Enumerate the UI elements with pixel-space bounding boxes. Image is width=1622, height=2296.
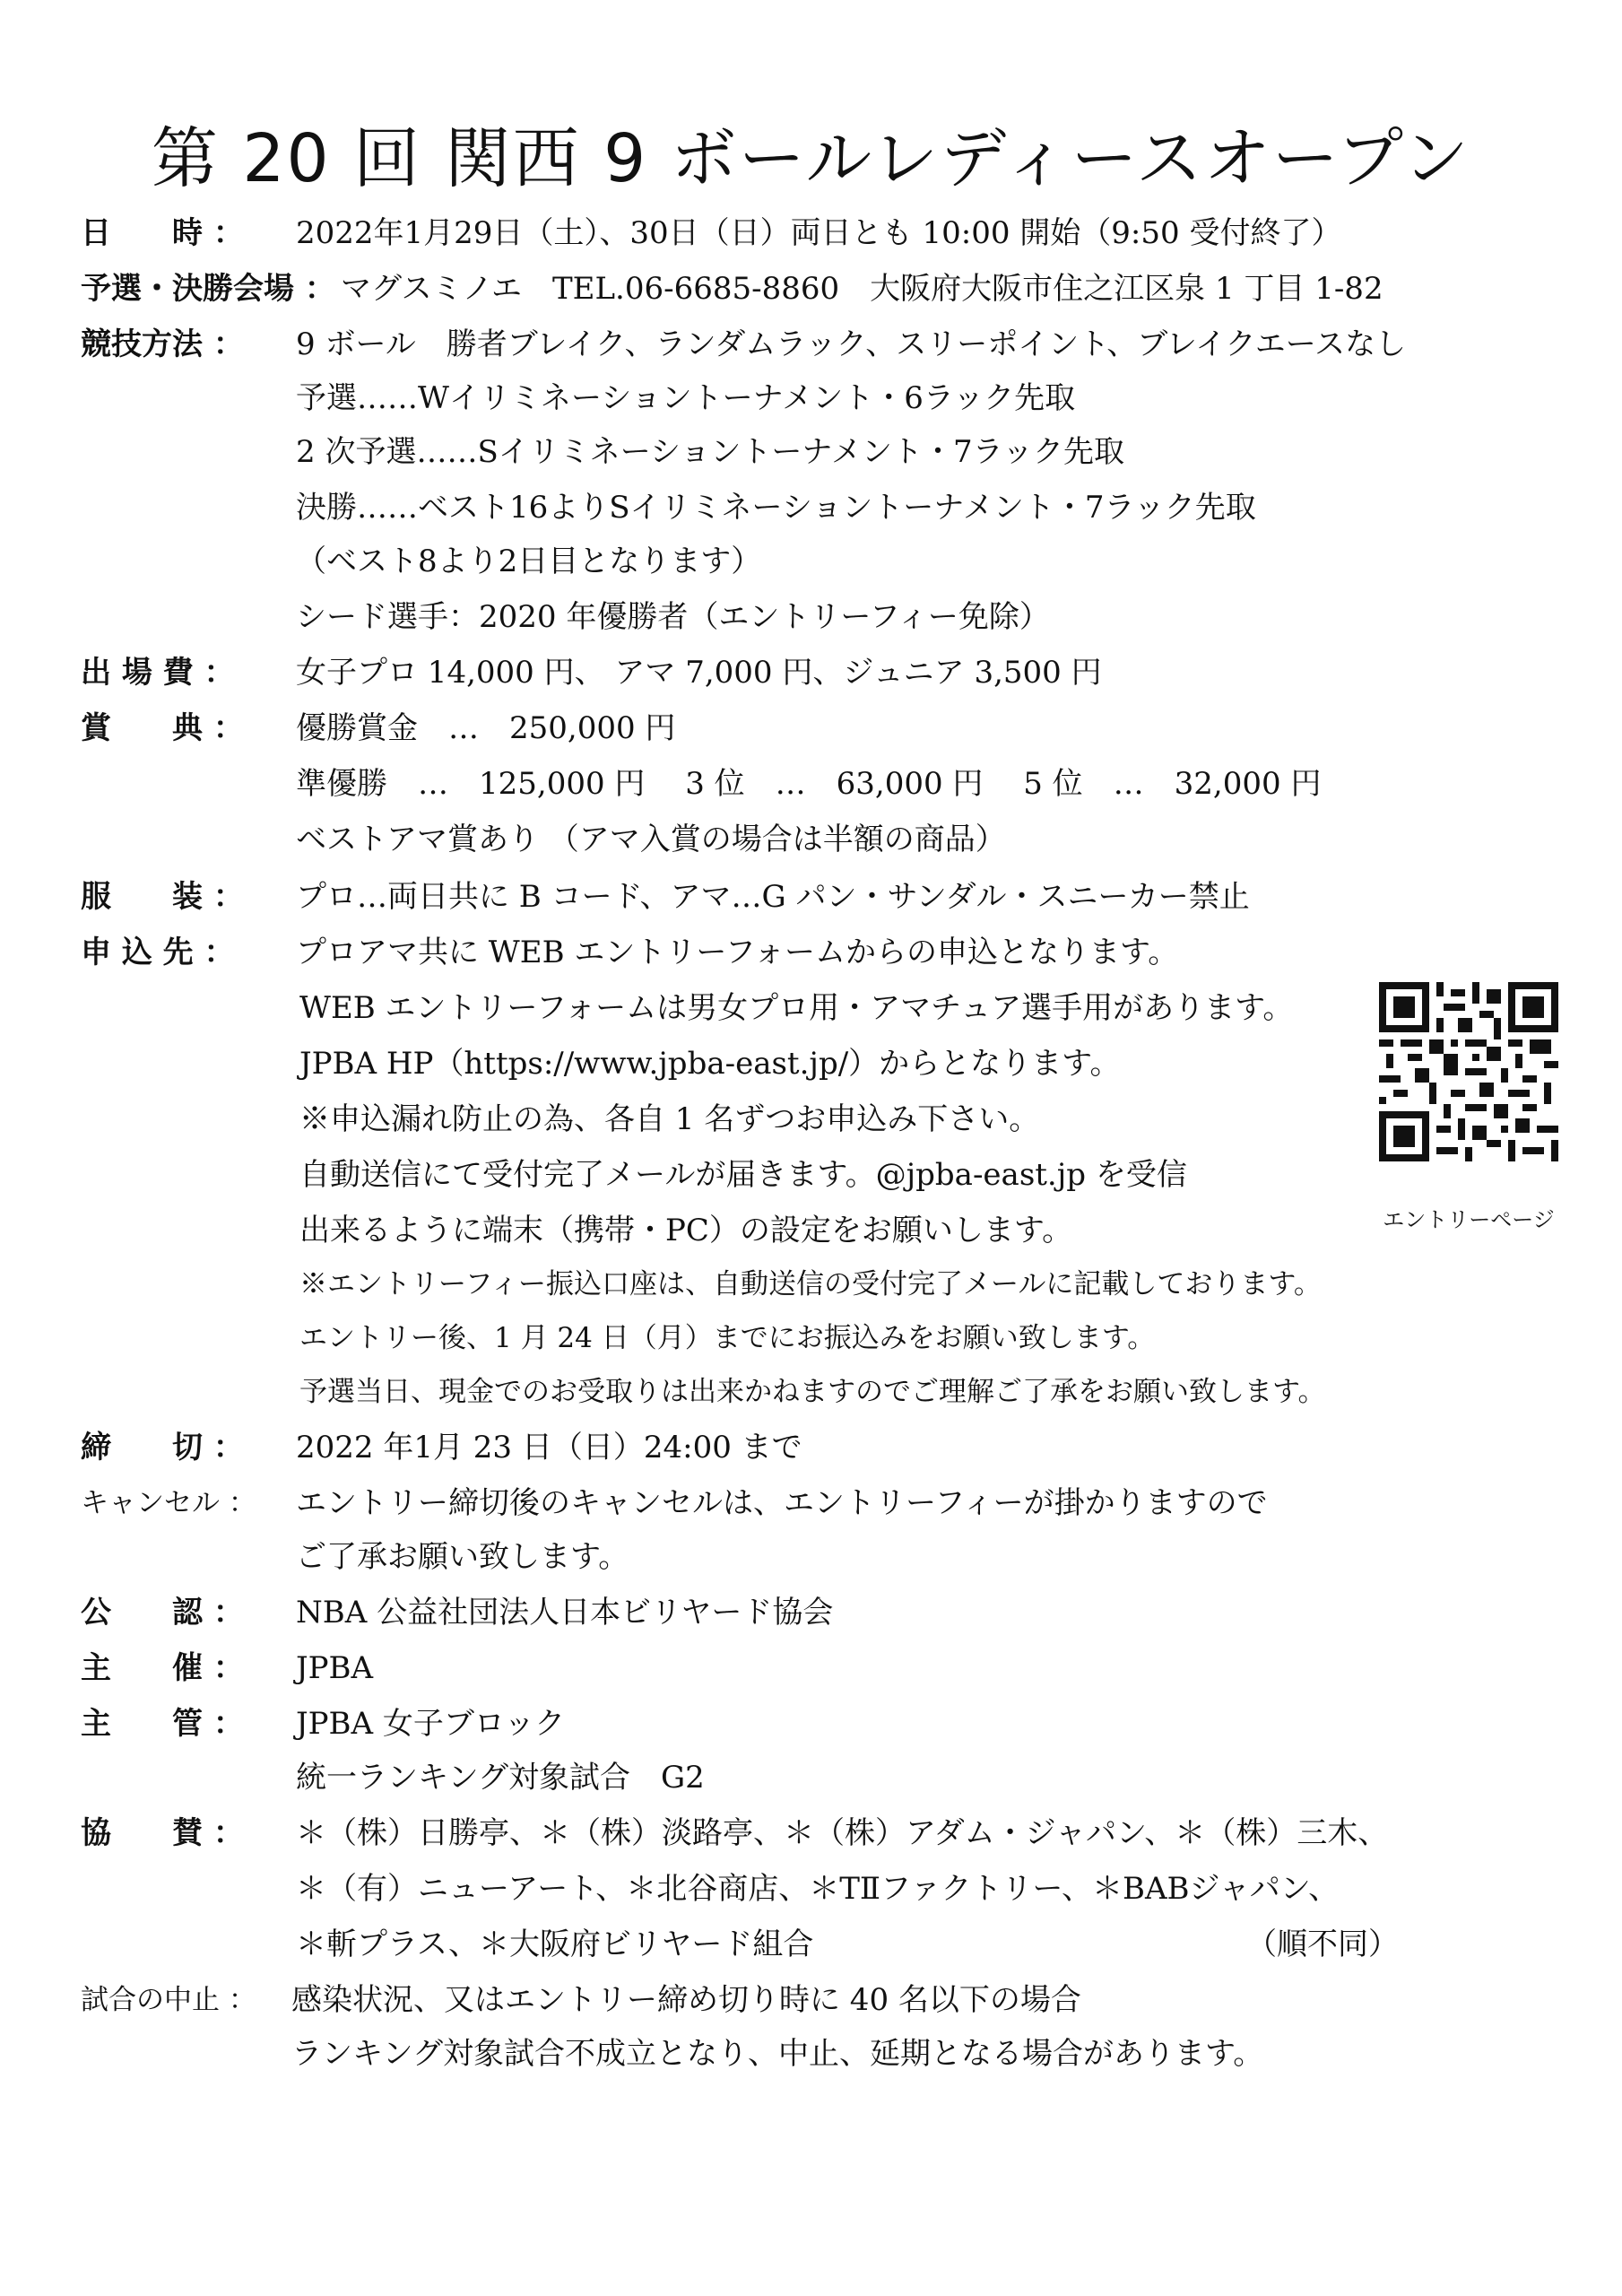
approved-text: NBA 公益社団法人日本ビリヤード協会 — [296, 1595, 834, 1631]
deadline-text: 2022 年1月 23 日（日）24:00 まで — [296, 1430, 802, 1465]
date-text: 2022年1月29日（土）、30日（日）両日とも 10:00 開始（9:50 受付終了） — [296, 215, 1342, 251]
fee-text: 女子プロ 14,000 円、 アマ 7,000 円、ジュニア 3,500 円 — [296, 655, 1102, 691]
apply-line: WEB エントリーフォームは男女プロ用・アマチュア選手用があります。 — [299, 990, 1294, 1026]
sponsor-line: ＊（株）日勝亭、＊（株）淡路亭、＊（株）アダム・ジャパン、＊（株）三木、 — [296, 1815, 1389, 1851]
manage-line: JPBA 女子ブロック — [296, 1706, 566, 1742]
method-line: 予選……Wイリミネーショントーナメント・6ラック先取 — [296, 380, 1076, 416]
apply-note: ※エントリーフィー振込口座は、自動送信の受付完了メールに記載しております。 — [299, 1268, 1322, 1300]
apply-line: JPBA HP（https://www.jpba-east.jp/）からとなります。 — [299, 1046, 1121, 1082]
prize-line: 優勝賞金 … 250,000 円 — [296, 710, 676, 746]
approved-label: 公 認 ： — [81, 1595, 244, 1631]
manage-label: 主 管 ： — [81, 1706, 244, 1742]
sponsor-line: ＊斬プラス、＊大阪府ビリヤード組合 — [296, 1926, 814, 1962]
cancel-label: キャンセル ： — [81, 1487, 256, 1519]
method-line: 2 次予選……Sイリミネーショントーナメント・7ラック先取 — [296, 434, 1124, 470]
qr-caption: エントリーページ — [1383, 1207, 1555, 1232]
method-line: 9 ボール 勝者ブレイク、ランダムラック、スリーポイント、ブレイクエースなし — [296, 326, 1407, 362]
venue-label: 予選・決勝会場 ： — [81, 271, 335, 307]
host-text: JPBA — [296, 1650, 374, 1686]
apply-line: 出来るように端末（携帯・PC）の設定をお願いします。 — [299, 1213, 1073, 1248]
apply-line: プロアマ共に WEB エントリーフォームからの申込となります。 — [296, 935, 1179, 970]
prize-line: ベストアマ賞あり （アマ入賞の場合は半額の商品） — [296, 822, 1006, 857]
qr-code[interactable] — [1379, 982, 1558, 1161]
fee-label: 出 場 費 ： — [81, 655, 235, 691]
apply-line: 自動送信にて受付完了メールが届きます。@jpba-east.jp を受信 — [299, 1157, 1187, 1193]
deadline-label: 締 切 ： — [81, 1430, 244, 1465]
venue-text: マグスミノエ TEL.06-6685-8860 大阪府大阪市住之江区泉 1 丁目 1-82 — [341, 271, 1383, 307]
apply-note: 予選当日、現金でのお受取りは出来かねますのでご理解ご了承をお願い致します。 — [299, 1376, 1326, 1408]
host-label: 主 催 ： — [81, 1650, 244, 1686]
dress-label: 服 装 ： — [81, 879, 244, 915]
method-line: （ベスト8より2日目となります） — [296, 544, 762, 579]
cancel-line: エントリー締切後のキャンセルは、エントリーフィーが掛かりますので — [296, 1485, 1268, 1521]
stop-label: 試合の中止 ： — [81, 1984, 256, 2016]
apply-note: エントリー後、1 月 24 日（月）までにお振込みをお願い致します。 — [299, 1322, 1156, 1354]
page-title: 第 20 回 関西 9 ボールレディースオープン — [151, 120, 1471, 197]
apply-label: 申 込 先 ： — [81, 935, 235, 970]
sponsor-line: ＊（有）ニューアート、＊北谷商店、＊TⅡファクトリー、＊BABジャパン、 — [296, 1871, 1340, 1907]
date-label: 日 時 ： — [81, 215, 244, 251]
prize-label: 賞 典 ： — [81, 710, 244, 746]
method-line: 決勝……ベスト16よりSイリミネーショントーナメント・7ラック先取 — [296, 490, 1256, 526]
manage-line: 統一ランキング対象試合 G2 — [296, 1760, 705, 1796]
method-label: 競技方法 ： — [81, 326, 244, 362]
stop-line: 感染状況、又はエントリー締め切り時に 40 名以下の場合 — [291, 1982, 1081, 2018]
dress-text: プロ…両日共に B コード、アマ…G パン・サンダル・スニーカー禁止 — [296, 879, 1250, 915]
prize-line: 準優勝 … 125,000 円 3 位 … 63,000 円 5 位 … 32,000 円 — [296, 766, 1322, 802]
stop-line: ランキング対象試合不成立となり、中止、延期となる場合があります。 — [291, 2036, 1264, 2072]
cancel-line: ご了承お願い致します。 — [296, 1539, 629, 1575]
method-line: シード選手：2020 年優勝者（エントリーフィー免除） — [296, 599, 1050, 635]
sponsor-order-note: （順不同） — [1246, 1926, 1399, 1962]
apply-line: ※申込漏れ防止の為、各自 1 名ずつお申込み下さい。 — [299, 1101, 1040, 1137]
sponsor-label: 協 賛 ： — [81, 1815, 244, 1851]
